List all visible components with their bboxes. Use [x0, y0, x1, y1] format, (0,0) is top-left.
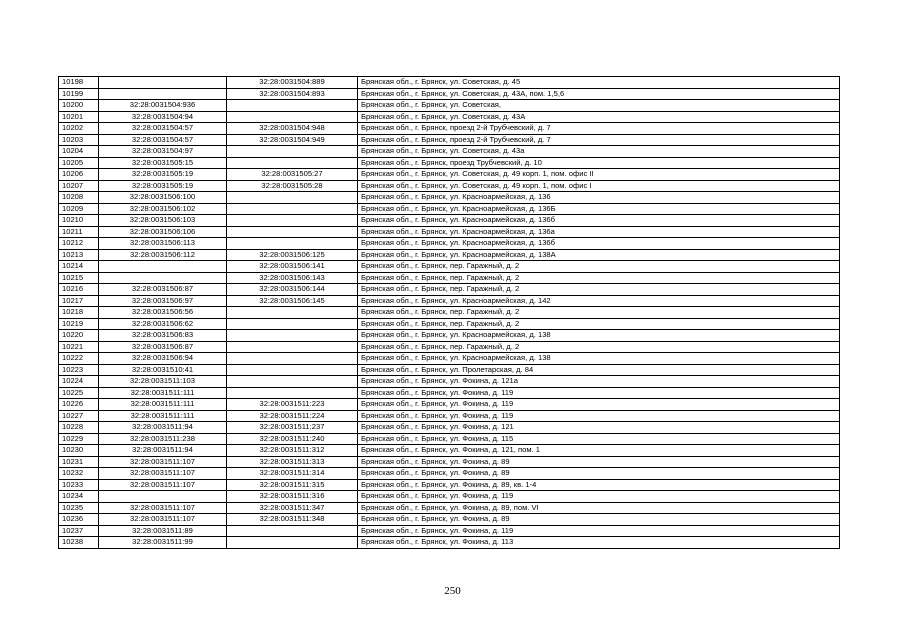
object-cadastral-number-cell: 32:28:0031506:144 [227, 284, 358, 296]
row-number-cell: 10215 [59, 272, 99, 284]
land-cadastral-number-cell: 32:28:0031511:107 [99, 479, 227, 491]
table-row [59, 422, 840, 434]
row-number-cell: 10216 [59, 284, 99, 296]
row-number-cell: 10211 [59, 226, 99, 238]
row-number-cell: 10227 [59, 410, 99, 422]
address-cell: Брянская обл., г. Брянск, ул. Советская, д. 45 [358, 77, 840, 89]
row-number-cell: 10200 [59, 100, 99, 112]
row-number-cell: 10228 [59, 422, 99, 434]
table-row [59, 111, 840, 123]
table-row [59, 169, 840, 181]
table-row [59, 157, 840, 169]
object-cadastral-number-cell [227, 203, 358, 215]
row-number-cell: 10213 [59, 249, 99, 261]
land-cadastral-number-cell: 32:28:0031506:103 [99, 215, 227, 227]
page-number: 250 [444, 585, 461, 597]
row-number-cell: 10229 [59, 433, 99, 445]
land-cadastral-number-cell: 32:28:0031506:87 [99, 341, 227, 353]
table-row [59, 537, 840, 549]
object-cadastral-number-cell: 32:28:0031504:893 [227, 88, 358, 100]
land-cadastral-number-cell: 32:28:0031511:107 [99, 514, 227, 526]
row-number-cell: 10220 [59, 330, 99, 342]
land-cadastral-number-cell: 32:28:0031504:936 [99, 100, 227, 112]
row-number-cell: 10226 [59, 399, 99, 411]
land-cadastral-number-cell: 32:28:0031506:113 [99, 238, 227, 250]
address-cell: Брянская обл., г. Брянск, ул. Красноармейская, д. 138 [358, 353, 840, 365]
table-row [59, 376, 840, 388]
object-cadastral-number-cell [227, 111, 358, 123]
address-cell: Брянская обл., г. Брянск, ул. Советская, д. 43А [358, 111, 840, 123]
address-cell: Брянская обл., г. Брянск, ул. Фокина, д. 121а [358, 376, 840, 388]
table-row [59, 318, 840, 330]
table-row [59, 353, 840, 365]
table-row [59, 525, 840, 537]
object-cadastral-number-cell: 32:28:0031511:224 [227, 410, 358, 422]
object-cadastral-number-cell [227, 238, 358, 250]
table-row [59, 284, 840, 296]
address-cell: Брянская обл., г. Брянск, ул. Фокина, д. 89 [358, 456, 840, 468]
address-cell: Брянская обл., г. Брянск, ул. Красноармейская, д. 142 [358, 295, 840, 307]
address-cell: Брянская обл., г. Брянск, ул. Фокина, д. 89 [358, 514, 840, 526]
row-number-cell: 10210 [59, 215, 99, 227]
row-number-cell: 10236 [59, 514, 99, 526]
object-cadastral-number-cell: 32:28:0031511:240 [227, 433, 358, 445]
table-row [59, 433, 840, 445]
address-cell: Брянская обл., г. Брянск, пер. Гаражный, д. 2 [358, 261, 840, 273]
object-cadastral-number-cell: 32:28:0031506:143 [227, 272, 358, 284]
object-cadastral-number-cell [227, 376, 358, 388]
object-cadastral-number-cell [227, 537, 358, 549]
row-number-cell: 10206 [59, 169, 99, 181]
land-cadastral-number-cell [99, 88, 227, 100]
table-row [59, 100, 840, 112]
table-row [59, 272, 840, 284]
address-cell: Брянская обл., г. Брянск, ул. Фокина, д. 119 [358, 410, 840, 422]
land-cadastral-number-cell [99, 261, 227, 273]
row-number-cell: 10224 [59, 376, 99, 388]
land-cadastral-number-cell: 32:28:0031511:111 [99, 387, 227, 399]
table-row [59, 134, 840, 146]
table-row [59, 456, 840, 468]
object-cadastral-number-cell: 32:28:0031511:347 [227, 502, 358, 514]
table-row [59, 468, 840, 480]
land-cadastral-number-cell: 32:28:0031506:87 [99, 284, 227, 296]
address-cell: Брянская обл., г. Брянск, ул. Фокина, д. 89 [358, 468, 840, 480]
table-row [59, 307, 840, 319]
row-number-cell: 10223 [59, 364, 99, 376]
address-cell: Брянская обл., г. Брянск, проезд Трубчевский, д. 10 [358, 157, 840, 169]
address-cell: Брянская обл., г. Брянск, пер. Гаражный, д. 2 [358, 307, 840, 319]
land-cadastral-number-cell [99, 77, 227, 89]
row-number-cell: 10214 [59, 261, 99, 273]
land-cadastral-number-cell: 32:28:0031511:94 [99, 422, 227, 434]
land-cadastral-number-cell: 32:28:0031506:106 [99, 226, 227, 238]
table-row [59, 502, 840, 514]
object-cadastral-number-cell: 32:28:0031504:889 [227, 77, 358, 89]
land-cadastral-number-cell [99, 491, 227, 503]
address-cell: Брянская обл., г. Брянск, ул. Фокина, д. 115 [358, 433, 840, 445]
land-cadastral-number-cell: 32:28:0031504:57 [99, 134, 227, 146]
object-cadastral-number-cell: 32:28:0031505:27 [227, 169, 358, 181]
land-cadastral-number-cell [99, 272, 227, 284]
table-row [59, 295, 840, 307]
address-cell: Брянская обл., г. Брянск, ул. Советская, д. 43а [358, 146, 840, 158]
row-number-cell: 10204 [59, 146, 99, 158]
address-cell: Брянская обл., г. Брянск, ул. Фокина, д. 119 [358, 387, 840, 399]
table-body [59, 77, 840, 549]
address-cell: Брянская обл., г. Брянск, ул. Фокина, д. 121 [358, 422, 840, 434]
table-row [59, 123, 840, 135]
object-cadastral-number-cell: 32:28:0031511:316 [227, 491, 358, 503]
table-row [59, 238, 840, 250]
table-row [59, 364, 840, 376]
address-cell: Брянская обл., г. Брянск, ул. Фокина, д. 121, пом. 1 [358, 445, 840, 457]
object-cadastral-number-cell: 32:28:0031506:141 [227, 261, 358, 273]
address-cell: Брянская обл., г. Брянск, проезд 2-й Трубчевский, д. 7 [358, 134, 840, 146]
table-row [59, 180, 840, 192]
table-row [59, 226, 840, 238]
object-cadastral-number-cell [227, 192, 358, 204]
land-cadastral-number-cell: 32:28:0031511:107 [99, 468, 227, 480]
table-row [59, 445, 840, 457]
object-cadastral-number-cell [227, 307, 358, 319]
row-number-cell: 10234 [59, 491, 99, 503]
object-cadastral-number-cell: 32:28:0031506:145 [227, 295, 358, 307]
land-cadastral-number-cell: 32:28:0031505:19 [99, 180, 227, 192]
land-cadastral-number-cell: 32:28:0031511:238 [99, 433, 227, 445]
land-cadastral-number-cell: 32:28:0031510:41 [99, 364, 227, 376]
land-cadastral-number-cell: 32:28:0031511:94 [99, 445, 227, 457]
table-row [59, 387, 840, 399]
land-cadastral-number-cell: 32:28:0031506:97 [99, 295, 227, 307]
land-cadastral-number-cell: 32:28:0031511:89 [99, 525, 227, 537]
address-cell: Брянская обл., г. Брянск, проезд 2-й Трубчевский, д. 7 [358, 123, 840, 135]
land-cadastral-number-cell: 32:28:0031506:94 [99, 353, 227, 365]
land-cadastral-number-cell: 32:28:0031506:56 [99, 307, 227, 319]
object-cadastral-number-cell: 32:28:0031511:312 [227, 445, 358, 457]
address-cell: Брянская обл., г. Брянск, ул. Фокина, д. 119 [358, 399, 840, 411]
address-cell: Брянская обл., г. Брянск, пер. Гаражный, д. 2 [358, 272, 840, 284]
object-cadastral-number-cell [227, 364, 358, 376]
table-row [59, 479, 840, 491]
object-cadastral-number-cell [227, 100, 358, 112]
land-cadastral-number-cell: 32:28:0031505:15 [99, 157, 227, 169]
land-cadastral-number-cell: 32:28:0031505:19 [99, 169, 227, 181]
address-cell: Брянская обл., г. Брянск, ул. Пролетарская, д. 84 [358, 364, 840, 376]
object-cadastral-number-cell: 32:28:0031504:949 [227, 134, 358, 146]
table-row [59, 77, 840, 89]
row-number-cell: 10203 [59, 134, 99, 146]
land-cadastral-number-cell: 32:28:0031511:103 [99, 376, 227, 388]
land-cadastral-number-cell: 32:28:0031511:107 [99, 456, 227, 468]
cadastral-table [58, 76, 840, 549]
object-cadastral-number-cell: 32:28:0031505:28 [227, 180, 358, 192]
address-cell: Брянская обл., г. Брянск, ул. Красноармейская, д. 136а [358, 226, 840, 238]
land-cadastral-number-cell: 32:28:0031511:99 [99, 537, 227, 549]
object-cadastral-number-cell [227, 226, 358, 238]
address-cell: Брянская обл., г. Брянск, пер. Гаражный, д. 2 [358, 318, 840, 330]
address-cell: Брянская обл., г. Брянск, ул. Советская, д. 49 корп. 1, пом. офис I [358, 180, 840, 192]
row-number-cell: 10233 [59, 479, 99, 491]
table-row [59, 203, 840, 215]
row-number-cell: 10217 [59, 295, 99, 307]
land-cadastral-number-cell: 32:28:0031504:97 [99, 146, 227, 158]
land-cadastral-number-cell: 32:28:0031506:62 [99, 318, 227, 330]
row-number-cell: 10207 [59, 180, 99, 192]
object-cadastral-number-cell [227, 341, 358, 353]
land-cadastral-number-cell: 32:28:0031506:100 [99, 192, 227, 204]
object-cadastral-number-cell [227, 215, 358, 227]
table-row [59, 192, 840, 204]
address-cell: Брянская обл., г. Брянск, ул. Фокина, д. 89, кв. 1-4 [358, 479, 840, 491]
land-cadastral-number-cell: 32:28:0031506:112 [99, 249, 227, 261]
address-cell: Брянская обл., г. Брянск, ул. Красноармейская, д. 138А [358, 249, 840, 261]
object-cadastral-number-cell: 32:28:0031511:223 [227, 399, 358, 411]
row-number-cell: 10235 [59, 502, 99, 514]
address-cell: Брянская обл., г. Брянск, ул. Советская, [358, 100, 840, 112]
table-row [59, 491, 840, 503]
land-cadastral-number-cell: 32:28:0031511:111 [99, 399, 227, 411]
land-cadastral-number-cell: 32:28:0031511:107 [99, 502, 227, 514]
object-cadastral-number-cell [227, 330, 358, 342]
address-cell: Брянская обл., г. Брянск, ул. Красноармейская, д. 138 [358, 330, 840, 342]
object-cadastral-number-cell [227, 318, 358, 330]
address-cell: Брянская обл., г. Брянск, пер. Гаражный, д. 2 [358, 284, 840, 296]
row-number-cell: 10212 [59, 238, 99, 250]
row-number-cell: 10221 [59, 341, 99, 353]
row-number-cell: 10201 [59, 111, 99, 123]
row-number-cell: 10209 [59, 203, 99, 215]
object-cadastral-number-cell: 32:28:0031511:315 [227, 479, 358, 491]
table-row [59, 399, 840, 411]
address-cell: Брянская обл., г. Брянск, ул. Красноармейская, д. 136б [358, 238, 840, 250]
address-cell: Брянская обл., г. Брянск, ул. Советская, д. 49 корп. 1, пом. офис II [358, 169, 840, 181]
row-number-cell: 10230 [59, 445, 99, 457]
object-cadastral-number-cell [227, 146, 358, 158]
row-number-cell: 10237 [59, 525, 99, 537]
table-row [59, 146, 840, 158]
address-cell: Брянская обл., г. Брянск, ул. Красноармейская, д. 136Б [358, 203, 840, 215]
object-cadastral-number-cell [227, 157, 358, 169]
row-number-cell: 10225 [59, 387, 99, 399]
table-row [59, 330, 840, 342]
land-cadastral-number-cell: 32:28:0031504:57 [99, 123, 227, 135]
row-number-cell: 10208 [59, 192, 99, 204]
land-cadastral-number-cell: 32:28:0031506:83 [99, 330, 227, 342]
table-row [59, 514, 840, 526]
object-cadastral-number-cell: 32:28:0031511:237 [227, 422, 358, 434]
table-row [59, 215, 840, 227]
land-cadastral-number-cell: 32:28:0031511:111 [99, 410, 227, 422]
land-cadastral-number-cell: 32:28:0031506:102 [99, 203, 227, 215]
row-number-cell: 10199 [59, 88, 99, 100]
address-cell: Брянская обл., г. Брянск, ул. Фокина, д. 89, пом. VI [358, 502, 840, 514]
table-row [59, 410, 840, 422]
row-number-cell: 10202 [59, 123, 99, 135]
row-number-cell: 10222 [59, 353, 99, 365]
object-cadastral-number-cell: 32:28:0031506:125 [227, 249, 358, 261]
row-number-cell: 10198 [59, 77, 99, 89]
address-cell: Брянская обл., г. Брянск, ул. Советская, д. 43А, пом. 1,5,6 [358, 88, 840, 100]
address-cell: Брянская обл., г. Брянск, пер. Гаражный, д. 2 [358, 341, 840, 353]
row-number-cell: 10231 [59, 456, 99, 468]
table-row [59, 261, 840, 273]
row-number-cell: 10219 [59, 318, 99, 330]
object-cadastral-number-cell: 32:28:0031504:948 [227, 123, 358, 135]
table-row [59, 88, 840, 100]
address-cell: Брянская обл., г. Брянск, ул. Фокина, д. 119 [358, 525, 840, 537]
row-number-cell: 10238 [59, 537, 99, 549]
address-cell: Брянская обл., г. Брянск, ул. Красноармейская, д. 136б [358, 215, 840, 227]
address-cell: Брянская обл., г. Брянск, ул. Красноармейская, д. 136 [358, 192, 840, 204]
row-number-cell: 10218 [59, 307, 99, 319]
table-row [59, 341, 840, 353]
object-cadastral-number-cell [227, 387, 358, 399]
row-number-cell: 10232 [59, 468, 99, 480]
object-cadastral-number-cell: 32:28:0031511:313 [227, 456, 358, 468]
object-cadastral-number-cell: 32:28:0031511:348 [227, 514, 358, 526]
object-cadastral-number-cell: 32:28:0031511:314 [227, 468, 358, 480]
address-cell: Брянская обл., г. Брянск, ул. Фокина, д. 113 [358, 537, 840, 549]
land-cadastral-number-cell: 32:28:0031504:94 [99, 111, 227, 123]
address-cell: Брянская обл., г. Брянск, ул. Фокина, д. 119 [358, 491, 840, 503]
row-number-cell: 10205 [59, 157, 99, 169]
table-row [59, 249, 840, 261]
object-cadastral-number-cell [227, 353, 358, 365]
object-cadastral-number-cell [227, 525, 358, 537]
